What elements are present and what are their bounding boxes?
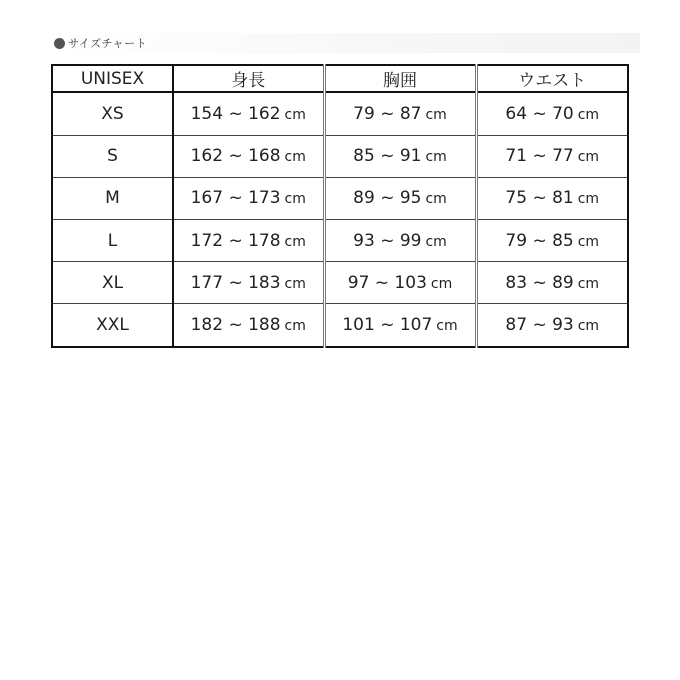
header-unisex: UNISEX bbox=[52, 65, 173, 92]
chest-value: 85 ~ 91 bbox=[353, 146, 422, 167]
unit-label: cm bbox=[284, 275, 306, 292]
chest-value: 93 ~ 99 bbox=[353, 230, 422, 251]
size-cell: S bbox=[52, 135, 173, 177]
chest-cell bbox=[324, 92, 476, 135]
height-cell bbox=[173, 177, 324, 219]
waist-cell bbox=[476, 219, 628, 261]
table-row bbox=[52, 304, 628, 347]
chest-value: 97 ~ 103 bbox=[347, 272, 427, 293]
size-chart-table bbox=[51, 64, 629, 348]
unit-label: cm bbox=[577, 149, 600, 166]
height-value: 177 ~ 183 bbox=[190, 272, 281, 293]
unit-label: cm bbox=[425, 233, 447, 250]
chest-cell bbox=[324, 219, 476, 261]
waist-cell bbox=[476, 304, 628, 347]
chest-value: 89 ~ 95 bbox=[353, 188, 422, 209]
height-cell bbox=[173, 304, 324, 347]
unit-label: cm bbox=[284, 233, 306, 250]
unit-label: cm bbox=[436, 318, 458, 335]
table-row bbox=[52, 177, 628, 219]
unit-label: cm bbox=[577, 233, 600, 250]
chest-value: 79 ~ 87 bbox=[353, 103, 422, 124]
unit-label: cm bbox=[577, 191, 600, 208]
waist-value: 83 ~ 89 bbox=[505, 272, 574, 293]
unit-label: cm bbox=[430, 275, 453, 292]
height-value: 162 ~ 168 bbox=[190, 146, 281, 167]
height-value: 167 ~ 173 bbox=[190, 188, 281, 209]
size-cell: XL bbox=[52, 262, 173, 304]
height-value: 182 ~ 188 bbox=[190, 315, 281, 336]
section-heading bbox=[52, 33, 640, 53]
unit-label: cm bbox=[425, 149, 447, 166]
size-cell: M bbox=[52, 177, 173, 219]
header-chest: 胸囲 bbox=[324, 65, 476, 92]
unit-label: cm bbox=[284, 318, 306, 335]
unit-label: cm bbox=[577, 275, 600, 292]
chest-value: 101 ~ 107 bbox=[342, 315, 433, 336]
waist-cell bbox=[476, 135, 628, 177]
unit-label: cm bbox=[425, 191, 447, 208]
table-row bbox=[52, 219, 628, 261]
height-value: 154 ~ 162 bbox=[190, 103, 281, 124]
table-row bbox=[52, 135, 628, 177]
table-row bbox=[52, 92, 628, 135]
chest-cell bbox=[324, 304, 476, 347]
size-cell: XXL bbox=[52, 304, 173, 347]
table-row bbox=[52, 262, 628, 304]
chest-cell bbox=[324, 135, 476, 177]
waist-cell bbox=[476, 177, 628, 219]
waist-value: 64 ~ 70 bbox=[505, 103, 574, 124]
unit-label: cm bbox=[284, 149, 306, 166]
size-cell: L bbox=[52, 219, 173, 261]
table-header-row bbox=[52, 65, 628, 92]
height-cell bbox=[173, 262, 324, 304]
section-heading-label: サイズチャート bbox=[68, 37, 148, 50]
height-cell bbox=[173, 219, 324, 261]
header-waist: ウエスト bbox=[476, 65, 628, 92]
bullet-icon bbox=[54, 38, 65, 49]
height-cell bbox=[173, 92, 324, 135]
size-cell: XS bbox=[52, 92, 173, 135]
waist-cell bbox=[476, 262, 628, 304]
waist-value: 79 ~ 85 bbox=[505, 230, 574, 251]
unit-label: cm bbox=[577, 106, 600, 123]
header-height: 身長 bbox=[173, 65, 324, 92]
waist-value: 71 ~ 77 bbox=[505, 146, 574, 167]
unit-label: cm bbox=[284, 191, 306, 208]
unit-label: cm bbox=[425, 106, 447, 123]
height-cell bbox=[173, 135, 324, 177]
chest-cell bbox=[324, 262, 476, 304]
unit-label: cm bbox=[577, 318, 600, 335]
chest-cell bbox=[324, 177, 476, 219]
unit-label: cm bbox=[284, 106, 306, 123]
height-value: 172 ~ 178 bbox=[190, 230, 281, 251]
waist-cell bbox=[476, 92, 628, 135]
waist-value: 87 ~ 93 bbox=[505, 315, 574, 336]
waist-value: 75 ~ 81 bbox=[505, 188, 574, 209]
